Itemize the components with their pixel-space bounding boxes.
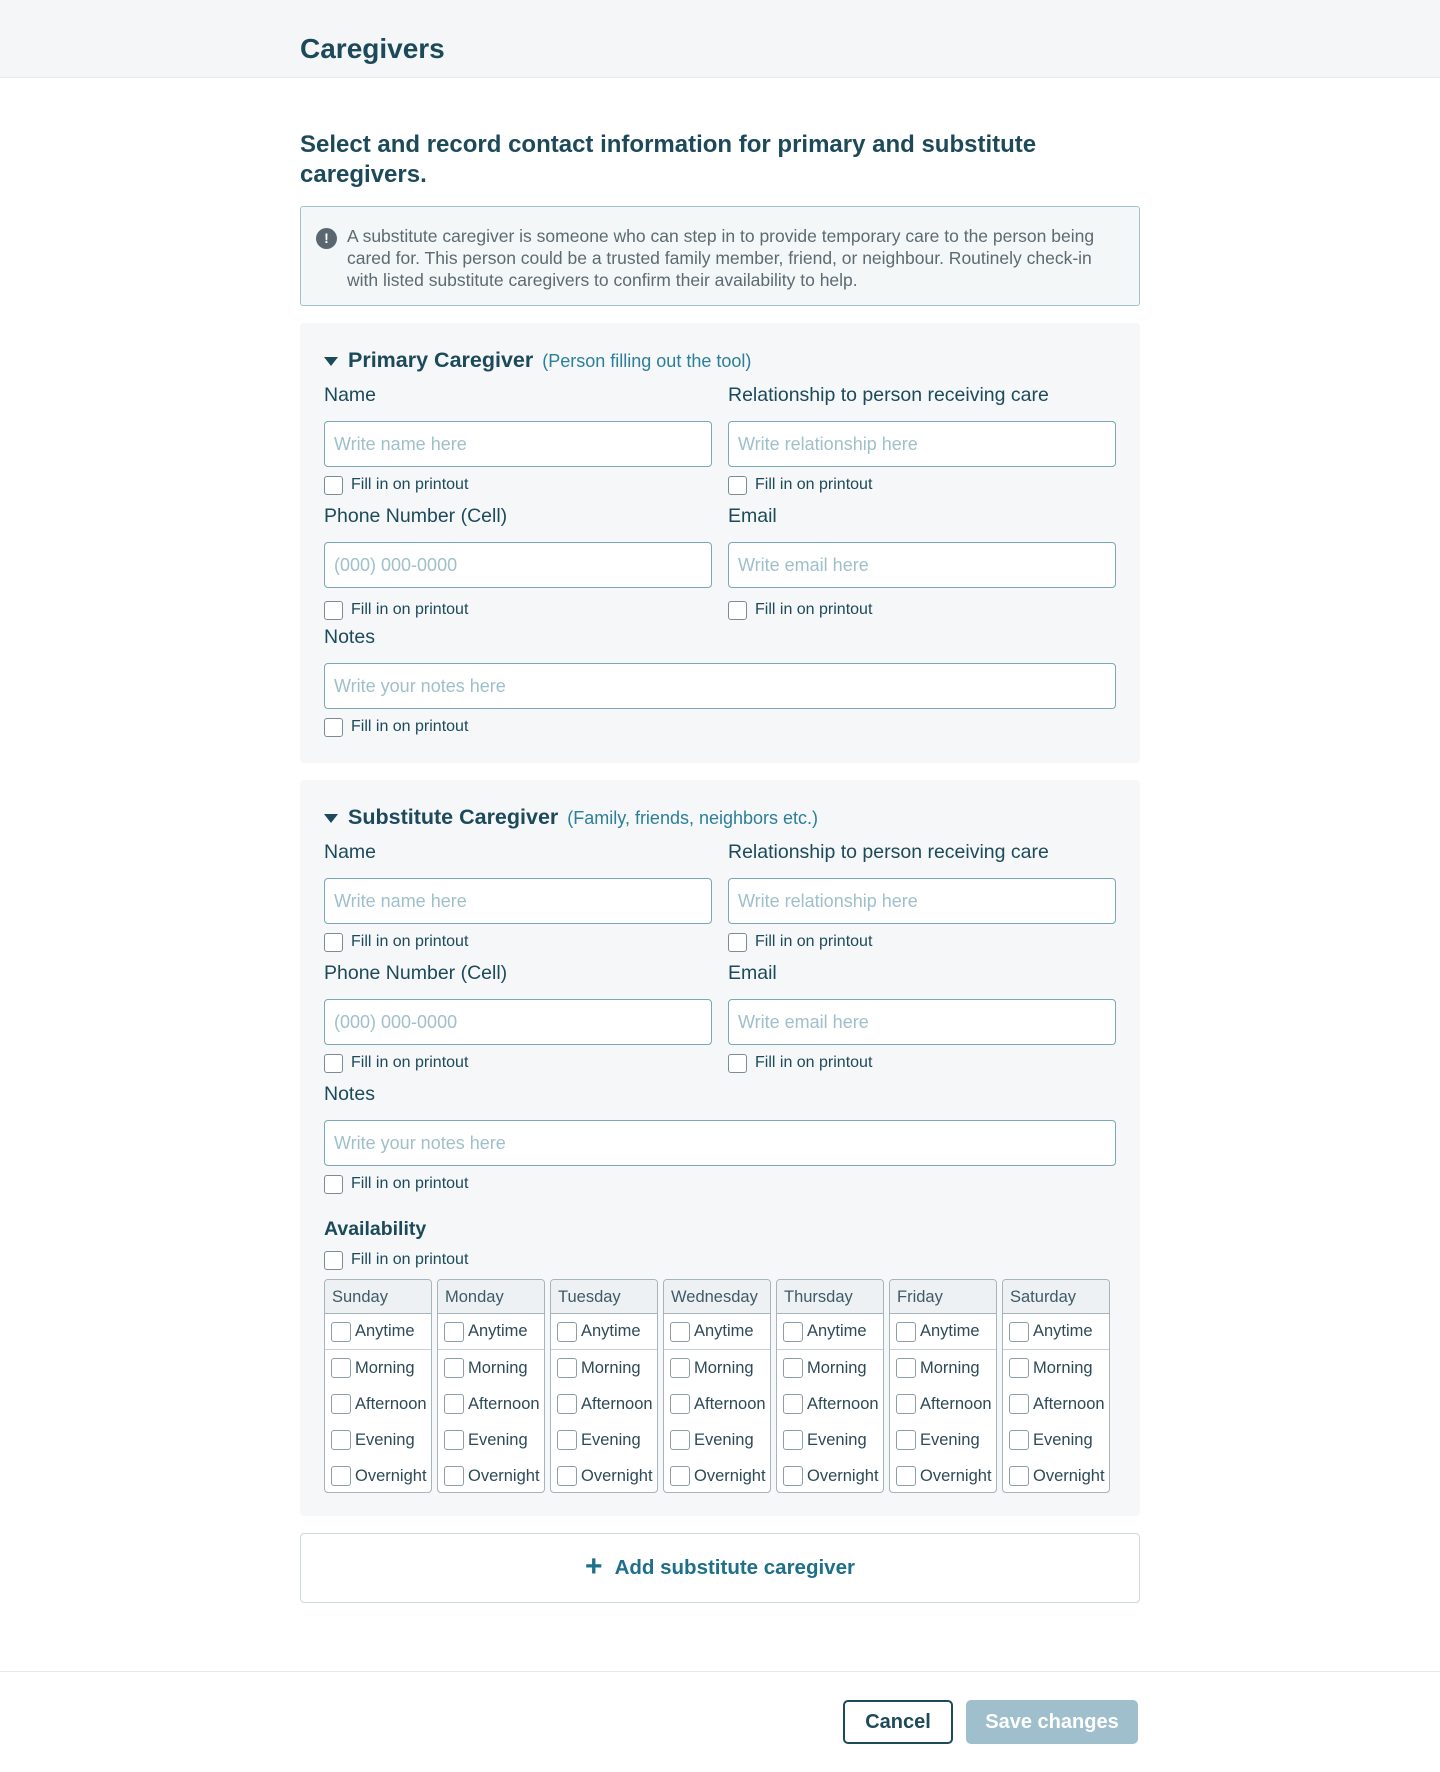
- substitute-relationship-field: [728, 840, 1116, 953]
- day-column-monday: [437, 1279, 545, 1493]
- substitute-name-printout-checkbox[interactable]: [324, 931, 712, 953]
- primary-name-label: Name: [324, 384, 377, 406]
- primary-email-label: Email: [728, 505, 777, 527]
- substitute-relationship-input[interactable]: [728, 878, 1116, 924]
- slot-label: Evening: [468, 1430, 528, 1449]
- slot-label: Overnight: [694, 1466, 766, 1485]
- checkbox-icon[interactable]: [783, 1466, 803, 1486]
- checkbox-icon[interactable]: [670, 1394, 690, 1414]
- availability-grid: [324, 1279, 1110, 1493]
- printout-label: Fill in on printout: [755, 1054, 873, 1071]
- checkbox-icon[interactable]: [331, 1322, 351, 1342]
- checkbox-icon[interactable]: [896, 1358, 916, 1378]
- checkbox-icon[interactable]: [670, 1466, 690, 1486]
- slot-label: Afternoon: [581, 1394, 653, 1413]
- substitute-relationship-label: Relationship to person receiving care: [728, 841, 1049, 863]
- primary-section-toggle[interactable]: [324, 345, 751, 375]
- substitute-email-label: Email: [728, 962, 777, 984]
- checkbox-icon[interactable]: [331, 1430, 351, 1450]
- slot-overnight[interactable]: [777, 1458, 883, 1493]
- slot-morning[interactable]: [325, 1350, 431, 1386]
- checkbox-icon[interactable]: [896, 1430, 916, 1450]
- slot-label: Anytime: [355, 1322, 415, 1340]
- substitute-caregiver-section: [300, 780, 1140, 1516]
- primary-phone-field: [324, 504, 712, 621]
- slot-morning[interactable]: [438, 1350, 544, 1386]
- slot-overnight[interactable]: [890, 1458, 996, 1493]
- page-title: Caregivers: [300, 33, 445, 64]
- day-header: Monday: [438, 1280, 544, 1314]
- slot-label: Overnight: [355, 1466, 427, 1485]
- cancel-button[interactable]: Cancel: [843, 1700, 953, 1744]
- slot-evening[interactable]: [325, 1422, 431, 1458]
- checkbox-icon[interactable]: [331, 1466, 351, 1486]
- checkbox-icon[interactable]: [557, 1394, 577, 1414]
- substitute-phone-label: Phone Number (Cell): [324, 962, 508, 984]
- checkbox-icon[interactable]: [670, 1430, 690, 1450]
- printout-label: Fill in on printout: [351, 1251, 469, 1268]
- slot-evening[interactable]: [664, 1422, 770, 1458]
- slot-label: Evening: [355, 1430, 415, 1449]
- primary-notes-printout-checkbox[interactable]: [324, 716, 1116, 738]
- slot-label: Afternoon: [920, 1394, 992, 1413]
- day-column-tuesday: [550, 1279, 658, 1493]
- slot-evening[interactable]: [551, 1422, 657, 1458]
- primary-phone-printout-checkbox[interactable]: [324, 599, 712, 621]
- slot-label: Afternoon: [694, 1394, 766, 1413]
- primary-phone-input[interactable]: [324, 542, 712, 588]
- substitute-name-field: [324, 840, 712, 953]
- printout-label: Fill in on printout: [755, 933, 873, 950]
- checkbox-icon[interactable]: [557, 1466, 577, 1486]
- checkbox-icon[interactable]: [324, 601, 343, 620]
- slot-label: Morning: [468, 1358, 528, 1377]
- slot-label: Anytime: [581, 1322, 641, 1340]
- checkbox-icon[interactable]: [1009, 1466, 1029, 1486]
- slot-morning[interactable]: [551, 1350, 657, 1386]
- substitute-section-toggle[interactable]: [324, 802, 818, 832]
- day-header: Thursday: [777, 1280, 883, 1314]
- printout-label: Fill in on printout: [351, 718, 469, 735]
- slot-label: Afternoon: [807, 1394, 879, 1413]
- checkbox-icon[interactable]: [324, 1251, 343, 1270]
- checkbox-icon[interactable]: [1009, 1430, 1029, 1450]
- caret-down-icon: [324, 814, 338, 823]
- substitute-phone-input[interactable]: [324, 999, 712, 1045]
- checkbox-icon[interactable]: [324, 1054, 343, 1073]
- checkbox-icon[interactable]: [670, 1322, 690, 1342]
- slot-label: Evening: [920, 1430, 980, 1449]
- slot-label: Evening: [581, 1430, 641, 1449]
- substitute-email-printout-checkbox[interactable]: [728, 1052, 1116, 1074]
- slot-afternoon[interactable]: [325, 1386, 431, 1422]
- slot-evening[interactable]: [890, 1422, 996, 1458]
- primary-name-input[interactable]: [324, 421, 712, 467]
- slot-label: Afternoon: [468, 1394, 540, 1413]
- checkbox-icon[interactable]: [896, 1322, 916, 1342]
- checkbox-icon[interactable]: [557, 1322, 577, 1342]
- availability-title: Availability: [324, 1218, 427, 1240]
- add-substitute-label: Add substitute caregiver: [614, 1556, 855, 1579]
- substitute-section-title: Substitute Caregiver: [348, 804, 559, 829]
- slot-afternoon[interactable]: [890, 1386, 996, 1422]
- caret-down-icon: [324, 357, 338, 366]
- substitute-email-field: [728, 961, 1116, 1074]
- printout-label: Fill in on printout: [351, 933, 469, 950]
- printout-label: Fill in on printout: [351, 1175, 469, 1192]
- checkbox-icon[interactable]: [1009, 1394, 1029, 1414]
- checkbox-icon[interactable]: [670, 1358, 690, 1378]
- primary-email-printout-checkbox[interactable]: [728, 599, 1116, 621]
- slot-label: Morning: [807, 1358, 867, 1377]
- primary-relationship-field: [728, 383, 1116, 496]
- intro-heading: Select and record contact information for primary and substitute caregivers.: [300, 131, 1037, 188]
- primary-name-field: [324, 383, 712, 496]
- primary-notes-label: Notes: [324, 626, 375, 648]
- slot-anytime[interactable]: [551, 1314, 657, 1350]
- add-substitute-caregiver-button[interactable]: [300, 1533, 1140, 1603]
- primary-name-printout-checkbox[interactable]: [324, 474, 712, 496]
- slot-label: Overnight: [581, 1466, 653, 1485]
- substitute-phone-field: [324, 961, 712, 1074]
- slot-anytime[interactable]: [890, 1314, 996, 1350]
- substitute-notes-field: [324, 1082, 1116, 1195]
- slot-afternoon[interactable]: [438, 1386, 544, 1422]
- printout-label: Fill in on printout: [755, 601, 873, 618]
- slot-evening[interactable]: [777, 1422, 883, 1458]
- save-changes-button[interactable]: Save changes: [966, 1700, 1138, 1744]
- substitute-relationship-printout-checkbox[interactable]: [728, 931, 1116, 953]
- slot-label: Morning: [355, 1358, 415, 1377]
- slot-label: Morning: [920, 1358, 980, 1377]
- slot-overnight[interactable]: [664, 1458, 770, 1493]
- slot-afternoon[interactable]: [551, 1386, 657, 1422]
- substitute-notes-label: Notes: [324, 1083, 375, 1105]
- day-header: Saturday: [1003, 1280, 1109, 1314]
- slot-label: Anytime: [468, 1322, 528, 1340]
- checkbox-icon[interactable]: [728, 476, 747, 495]
- checkbox-icon[interactable]: [444, 1430, 464, 1450]
- primary-section-subtitle: (Person filling out the tool): [542, 350, 752, 371]
- checkbox-icon[interactable]: [324, 718, 343, 737]
- substitute-email-input[interactable]: [728, 999, 1116, 1045]
- slot-label: Anytime: [694, 1322, 754, 1340]
- checkbox-icon[interactable]: [783, 1322, 803, 1342]
- checkbox-icon[interactable]: [557, 1430, 577, 1450]
- printout-label: Fill in on printout: [351, 476, 469, 493]
- primary-section-title: Primary Caregiver: [348, 347, 534, 372]
- day-column-wednesday: [663, 1279, 771, 1493]
- slot-label: Evening: [1033, 1430, 1093, 1449]
- slot-afternoon[interactable]: [777, 1386, 883, 1422]
- primary-relationship-printout-checkbox[interactable]: [728, 474, 1116, 496]
- slot-overnight[interactable]: [1003, 1458, 1109, 1493]
- day-header: Tuesday: [551, 1280, 657, 1314]
- checkbox-icon[interactable]: [557, 1358, 577, 1378]
- slot-label: Anytime: [807, 1322, 867, 1340]
- slot-afternoon[interactable]: [664, 1386, 770, 1422]
- footer-bar: [0, 1671, 1440, 1772]
- substitute-section-subtitle: (Family, friends, neighbors etc.): [567, 807, 819, 828]
- checkbox-icon[interactable]: [783, 1394, 803, 1414]
- day-header: Wednesday: [664, 1280, 770, 1314]
- slot-label: Morning: [581, 1358, 641, 1377]
- day-header: Sunday: [325, 1280, 431, 1314]
- substitute-notes-printout-checkbox[interactable]: [324, 1173, 1116, 1195]
- slot-label: Overnight: [807, 1466, 879, 1485]
- substitute-notes-input[interactable]: [324, 1120, 1116, 1166]
- slot-label: Overnight: [468, 1466, 540, 1485]
- primary-notes-field: [324, 625, 1116, 738]
- slot-morning[interactable]: [664, 1350, 770, 1386]
- slot-label: Morning: [694, 1358, 754, 1377]
- slot-label: Evening: [694, 1430, 754, 1449]
- slot-evening[interactable]: [438, 1422, 544, 1458]
- primary-caregiver-section: [300, 323, 1140, 763]
- printout-label: Fill in on printout: [351, 601, 469, 618]
- slot-label: Evening: [807, 1430, 867, 1449]
- checkbox-icon[interactable]: [1009, 1358, 1029, 1378]
- exclamation-icon: !: [316, 228, 337, 249]
- slot-anytime[interactable]: [664, 1314, 770, 1350]
- slot-overnight[interactable]: [438, 1458, 544, 1493]
- checkbox-icon[interactable]: [331, 1394, 351, 1414]
- primary-relationship-input[interactable]: [728, 421, 1116, 467]
- checkbox-icon[interactable]: [728, 601, 747, 620]
- slot-anytime[interactable]: [777, 1314, 883, 1350]
- slot-label: Overnight: [1033, 1466, 1105, 1485]
- checkbox-icon[interactable]: [1009, 1322, 1029, 1342]
- slot-evening[interactable]: [1003, 1422, 1109, 1458]
- slot-anytime[interactable]: [325, 1314, 431, 1350]
- checkbox-icon[interactable]: [783, 1358, 803, 1378]
- substitute-name-input[interactable]: [324, 878, 712, 924]
- slot-overnight[interactable]: [551, 1458, 657, 1493]
- slot-label: Morning: [1033, 1358, 1093, 1377]
- checkbox-icon[interactable]: [324, 933, 343, 952]
- plus-icon: +: [585, 1549, 603, 1583]
- checkbox-icon[interactable]: [444, 1358, 464, 1378]
- primary-phone-label: Phone Number (Cell): [324, 505, 508, 527]
- checkbox-icon[interactable]: [783, 1430, 803, 1450]
- info-text: A substitute caregiver is someone who can step in to provide temporary care to the person being cared for. This person could be a trusted family member, friend, or neighbour. Routinely check-in with listed substitute caregivers to confirm their availability to help.: [347, 226, 1095, 290]
- checkbox-icon[interactable]: [324, 1175, 343, 1194]
- slot-morning[interactable]: [890, 1350, 996, 1386]
- substitute-name-label: Name: [324, 841, 377, 863]
- day-column-friday: [889, 1279, 997, 1493]
- day-column-sunday: [324, 1279, 432, 1493]
- checkbox-icon[interactable]: [331, 1358, 351, 1378]
- substitute-phone-printout-checkbox[interactable]: [324, 1052, 712, 1074]
- checkbox-icon[interactable]: [444, 1394, 464, 1414]
- checkbox-icon[interactable]: [444, 1322, 464, 1342]
- slot-label: Afternoon: [1033, 1394, 1105, 1413]
- main-content: [300, 78, 1140, 1603]
- slot-afternoon[interactable]: [1003, 1386, 1109, 1422]
- availability-printout-checkbox[interactable]: [324, 1249, 468, 1271]
- top-bar: [0, 0, 1440, 78]
- checkbox-icon[interactable]: [896, 1466, 916, 1486]
- primary-relationship-label: Relationship to person receiving care: [728, 384, 1049, 406]
- primary-email-input[interactable]: [728, 542, 1116, 588]
- printout-label: Fill in on printout: [351, 1054, 469, 1071]
- day-column-saturday: [1002, 1279, 1110, 1493]
- checkbox-icon[interactable]: [324, 476, 343, 495]
- slot-anytime[interactable]: [1003, 1314, 1109, 1350]
- checkbox-icon[interactable]: [896, 1394, 916, 1414]
- slot-label: Anytime: [1033, 1322, 1093, 1340]
- primary-email-field: [728, 504, 1116, 621]
- printout-label: Fill in on printout: [755, 476, 873, 493]
- checkbox-icon[interactable]: [728, 1054, 747, 1073]
- slot-morning[interactable]: [777, 1350, 883, 1386]
- slot-overnight[interactable]: [325, 1458, 431, 1493]
- slot-anytime[interactable]: [438, 1314, 544, 1350]
- slot-label: Afternoon: [355, 1394, 427, 1413]
- checkbox-icon[interactable]: [728, 933, 747, 952]
- slot-label: Anytime: [920, 1322, 980, 1340]
- info-box: [300, 206, 1140, 306]
- slot-morning[interactable]: [1003, 1350, 1109, 1386]
- day-column-thursday: [776, 1279, 884, 1493]
- day-header: Friday: [890, 1280, 996, 1314]
- primary-notes-input[interactable]: [324, 663, 1116, 709]
- slot-label: Overnight: [920, 1466, 992, 1485]
- checkbox-icon[interactable]: [444, 1466, 464, 1486]
